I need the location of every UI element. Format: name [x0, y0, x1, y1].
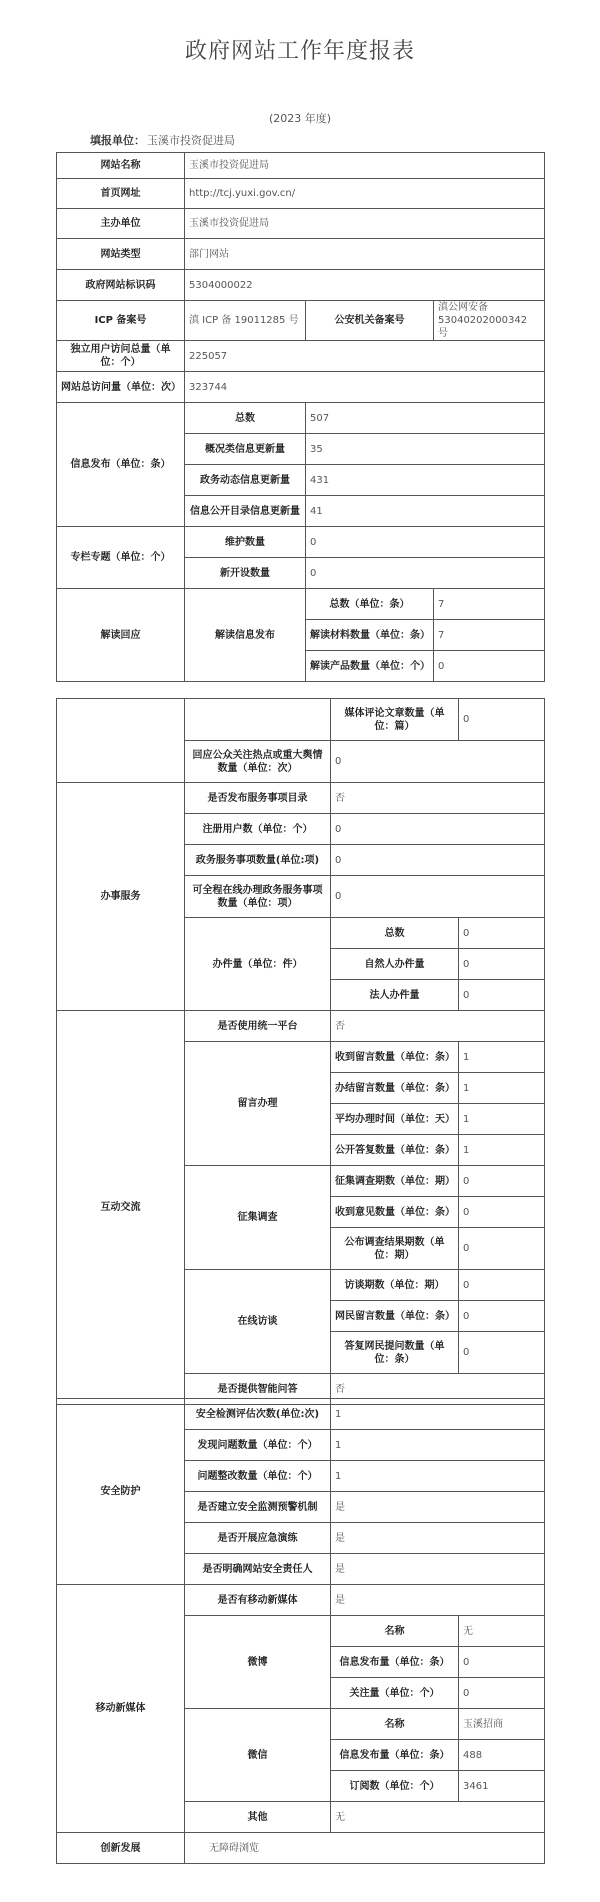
- row-service-catalog: [57, 783, 545, 814]
- media-label: 媒体评论文章数量（单位：篇）: [331, 699, 459, 741]
- interpret-total-label: 总数（单位：条）: [306, 589, 434, 620]
- wechat-posts-value: 488: [459, 1740, 545, 1771]
- msg-avg-value: 1: [459, 1104, 545, 1135]
- site-name-value: 玉溪市投资促进局: [185, 153, 545, 179]
- info-news-value: 431: [306, 465, 545, 496]
- column-label: 专栏专题（单位：个）: [57, 527, 185, 589]
- info-catalog-value: 41: [306, 496, 545, 527]
- info-overview-label: 概况类信息更新量: [185, 434, 306, 465]
- row-innovation: [57, 1833, 545, 1864]
- pv-label: 网站总访问量（单位：次）: [57, 372, 185, 403]
- sec-person-value: 是: [331, 1554, 545, 1585]
- interpret-label: 解读回应: [57, 589, 185, 682]
- column-maintain-label: 维护数量: [185, 527, 306, 558]
- survey-label: 征集调查: [185, 1166, 331, 1270]
- msg-received-value: 1: [459, 1042, 545, 1073]
- row-mobile-has: [57, 1585, 545, 1616]
- survey-periods-label: 征集调查期数（单位：期）: [331, 1166, 459, 1197]
- pv-value: 323744: [185, 372, 545, 403]
- replies-value: 0: [459, 1332, 545, 1374]
- service-online-value: 0: [331, 876, 545, 918]
- interview-label: 在线访谈: [185, 1270, 331, 1374]
- page-title: 政府网站工作年度报表: [184, 39, 415, 64]
- service-items-label: 政务服务事项数量(单位:项): [185, 845, 331, 876]
- mobile-label: 移动新媒体: [57, 1585, 185, 1833]
- survey-opinions-label: 收到意见数量（单位：条）: [331, 1197, 459, 1228]
- smart-qa-value: 否: [331, 1374, 545, 1405]
- column-maintain-value: 0: [306, 527, 545, 558]
- weibo-label: 微博: [185, 1616, 331, 1709]
- interpret-products-value: 0: [434, 651, 545, 682]
- interview-periods-value: 0: [459, 1270, 545, 1301]
- mobile-has-value: 是: [331, 1585, 545, 1616]
- service-catalog-value: 否: [331, 783, 545, 814]
- handled-natural-label: 自然人办件量: [331, 949, 459, 980]
- report-table-basic: [56, 152, 545, 682]
- interpret-materials-label: 解读材料数量（单位：条）: [306, 620, 434, 651]
- interpret-materials-value: 7: [434, 620, 545, 651]
- row-platform: [57, 1011, 545, 1042]
- interpret-total-value: 7: [434, 589, 545, 620]
- wechat-name-label: 名称: [331, 1709, 459, 1740]
- wechat-name-value: 玉溪招商: [459, 1709, 545, 1740]
- police-label: 公安机关备案号: [306, 301, 434, 341]
- platform-label: 是否使用统一平台: [185, 1011, 331, 1042]
- row-site-code: [57, 270, 545, 301]
- reporting-unit: [90, 132, 235, 148]
- msg-received-label: 收到留言数量（单位：条）: [331, 1042, 459, 1073]
- row-uv: [57, 341, 545, 372]
- sec-fixed-value: 1: [331, 1461, 545, 1492]
- survey-results-label: 公布调查结果期数（单位：期）: [331, 1228, 459, 1270]
- home-url-label: 首页网址: [57, 179, 185, 209]
- service-catalog-label: 是否发布服务事项目录: [185, 783, 331, 814]
- survey-opinions-value: 0: [459, 1197, 545, 1228]
- netizen-msgs-value: 0: [459, 1301, 545, 1332]
- weibo-name-value: 无: [459, 1616, 545, 1647]
- report-year: (2023 年度): [268, 112, 332, 125]
- reporting-unit-label: 填报单位：: [90, 134, 145, 147]
- mobile-other-label: 其他: [185, 1802, 331, 1833]
- wechat-posts-label: 信息发布量（单位：条）: [331, 1740, 459, 1771]
- sponsor-value: 玉溪市投资促进局: [185, 209, 545, 239]
- media-value: 0: [459, 699, 545, 741]
- platform-value: 否: [331, 1011, 545, 1042]
- service-users-value: 0: [331, 814, 545, 845]
- row-sec-tests: [57, 1399, 545, 1430]
- site-code-value: 5304000022: [185, 270, 545, 301]
- weibo-name-label: 名称: [331, 1616, 459, 1647]
- column-new-label: 新开设数量: [185, 558, 306, 589]
- sec-monitor-value: 是: [331, 1492, 545, 1523]
- interpret-cont-cell: [57, 699, 185, 783]
- report-table-services: [56, 698, 545, 1405]
- info-catalog-label: 信息公开目录信息更新量: [185, 496, 306, 527]
- sec-tests-label: 安全检测评估次数(单位:次): [185, 1399, 331, 1430]
- sec-monitor-label: 是否建立安全监测预警机制: [185, 1492, 331, 1523]
- innovation-label: 创新发展: [57, 1833, 185, 1864]
- sec-drill-label: 是否开展应急演练: [185, 1523, 331, 1554]
- sec-fixed-label: 问题整改数量（单位：个）: [185, 1461, 331, 1492]
- report-table-security: [56, 1398, 545, 1864]
- replies-label: 答复网民提问数量（单位：条）: [331, 1332, 459, 1374]
- sec-person-label: 是否明确网站安全责任人: [185, 1554, 331, 1585]
- service-items-value: 0: [331, 845, 545, 876]
- interpret-products-label: 解读产品数量（单位：个）: [306, 651, 434, 682]
- wechat-subs-value: 3461: [459, 1771, 545, 1802]
- services-label: 办事服务: [57, 783, 185, 1011]
- handled-legal-label: 法人办件量: [331, 980, 459, 1011]
- row-column-maintain: [57, 527, 545, 558]
- icp-label: ICP 备案号: [57, 301, 185, 341]
- info-total-value: 507: [306, 403, 545, 434]
- weibo-posts-label: 信息发布量（单位：条）: [331, 1647, 459, 1678]
- row-media: [57, 699, 545, 741]
- netizen-msgs-label: 网民留言数量（单位：条）: [331, 1301, 459, 1332]
- info-overview-value: 35: [306, 434, 545, 465]
- service-users-label: 注册用户数（单位：个）: [185, 814, 331, 845]
- interview-periods-label: 访谈期数（单位：期）: [331, 1270, 459, 1301]
- icp-value: 滇 ICP 备 19011285 号: [185, 301, 306, 341]
- handled-legal-value: 0: [459, 980, 545, 1011]
- handled-label: 办件量（单位：件）: [185, 918, 331, 1011]
- sec-drill-value: 是: [331, 1523, 545, 1554]
- site-type-value: 部门网站: [185, 239, 545, 270]
- row-site-type: [57, 239, 545, 270]
- handled-natural-value: 0: [459, 949, 545, 980]
- interpret-release-label: 解读信息发布: [185, 589, 306, 682]
- weibo-posts-value: 0: [459, 1647, 545, 1678]
- msg-done-label: 办结留言数量（单位：条）: [331, 1073, 459, 1104]
- service-online-label: 可全程在线办理政务服务事项数量（单位：项）: [185, 876, 331, 918]
- smart-qa-label: 是否提供智能问答: [185, 1374, 331, 1405]
- info-total-label: 总数: [185, 403, 306, 434]
- sec-tests-value: 1: [331, 1399, 545, 1430]
- interaction-label: 互动交流: [57, 1011, 185, 1405]
- row-site-name: [57, 153, 545, 179]
- uv-value: 225057: [185, 341, 545, 372]
- wechat-label: 微信: [185, 1709, 331, 1802]
- survey-periods-value: 0: [459, 1166, 545, 1197]
- survey-results-value: 0: [459, 1228, 545, 1270]
- handled-total-value: 0: [459, 918, 545, 949]
- row-icp: [57, 301, 545, 341]
- police-value: 滇公网安备 53040202000342 号: [434, 301, 545, 341]
- uv-label: 独立用户访问总量（单位：个）: [57, 341, 185, 372]
- weibo-follow-label: 关注量（单位：个）: [331, 1678, 459, 1709]
- security-label: 安全防护: [57, 1399, 185, 1585]
- innovation-value: 无障碍浏览: [185, 1833, 545, 1864]
- msg-public-value: 1: [459, 1135, 545, 1166]
- info-release-label: 信息发布（单位：条）: [57, 403, 185, 527]
- row-info-total: [57, 403, 545, 434]
- mobile-has-label: 是否有移动新媒体: [185, 1585, 331, 1616]
- respond-label: 回应公众关注热点或重大舆情数量（单位：次）: [185, 741, 331, 783]
- site-name-label: 网站名称: [57, 153, 185, 179]
- msg-done-value: 1: [459, 1073, 545, 1104]
- media-blank-cell: [185, 699, 331, 741]
- row-interpret-total: [57, 589, 545, 620]
- home-url-value: http://tcj.yuxi.gov.cn/: [185, 179, 545, 209]
- msg-avg-label: 平均办理时间（单位：天）: [331, 1104, 459, 1135]
- respond-value: 0: [331, 741, 545, 783]
- msg-public-label: 公开答复数量（单位：条）: [331, 1135, 459, 1166]
- row-sponsor: [57, 209, 545, 239]
- handled-total-label: 总数: [331, 918, 459, 949]
- row-home-url: [57, 179, 545, 209]
- weibo-follow-value: 0: [459, 1678, 545, 1709]
- site-code-label: 政府网站标识码: [57, 270, 185, 301]
- message-label: 留言办理: [185, 1042, 331, 1166]
- column-new-value: 0: [306, 558, 545, 589]
- mobile-other-value: 无: [331, 1802, 545, 1833]
- reporting-unit-value: 玉溪市投资促进局: [147, 134, 235, 147]
- wechat-subs-label: 订阅数（单位：个）: [331, 1771, 459, 1802]
- site-type-label: 网站类型: [57, 239, 185, 270]
- sponsor-label: 主办单位: [57, 209, 185, 239]
- sec-issues-label: 发现问题数量（单位：个）: [185, 1430, 331, 1461]
- sec-issues-value: 1: [331, 1430, 545, 1461]
- row-pv: [57, 372, 545, 403]
- info-news-label: 政务动态信息更新量: [185, 465, 306, 496]
